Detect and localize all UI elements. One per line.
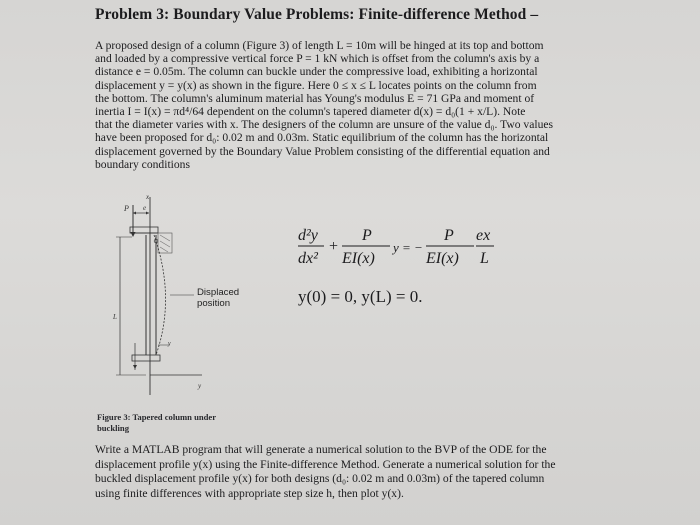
- description-line: the bottom. The column's aluminum material has Young's modulus E = 71 GPa and moment of: [95, 91, 535, 105]
- task-line: buckled displacement profile y(x) for both designs (d₀: 0.02 m and 0.03m) of the tapered column: [95, 472, 545, 486]
- e-label: e: [143, 204, 147, 212]
- eq-numerator-d2y: d²y: [298, 227, 318, 244]
- problem-title: Problem 3: Boundary Value Problems: Finite-difference Method –: [95, 6, 539, 23]
- y-axis-label: y: [198, 382, 202, 390]
- description-line: displacement governed by the Boundary Value Problem consisting of the differential equation and: [95, 144, 550, 158]
- caption-line: buckling: [97, 422, 130, 433]
- length-label: L: [113, 313, 117, 321]
- eq-y-equals: y = −: [393, 240, 423, 255]
- task-line: using finite differences with appropriate step size h, then plot y(x).: [95, 486, 404, 500]
- differential-equation: [296, 222, 496, 272]
- description-line: displacement y = y(x) as shown in the figure. Here 0 ≤ x ≤ L locates points on the column from: [95, 78, 537, 92]
- task-line: Write a MATLAB program that will generate a numerical solution to the BVP of the ODE for the: [95, 443, 547, 456]
- displaced-label-line: position: [197, 298, 231, 309]
- eq-plus: +: [329, 238, 339, 255]
- eq-denominator-dx2: dx²: [298, 250, 318, 267]
- description-line: that the diameter varies with x. The designers of the column are unsure of the value d₀. Two values: [95, 118, 554, 132]
- eq-eix2-denominator: EI(x): [426, 250, 459, 267]
- task-description: [95, 443, 605, 501]
- svg-text:y: y: [168, 341, 171, 347]
- task-line: displacement profile y(x) using the Finite-difference Method. Generate a numerical solution for the: [95, 457, 556, 471]
- bottom-cap: [132, 355, 160, 361]
- problem-description: [95, 39, 601, 171]
- description-line: boundary conditions: [95, 157, 190, 171]
- displaced-position-label: [197, 287, 239, 309]
- p-label: P: [124, 204, 129, 213]
- displaced-label-line: Displaced: [197, 287, 240, 298]
- boundary-conditions: y(0) = 0, y(L) = 0.: [298, 287, 423, 306]
- description-line: distance e = 0.05m. The column can buckle under the compressive load, exhibiting a horizontal: [95, 65, 538, 79]
- eq-p2-numerator: P: [444, 227, 454, 244]
- eq-p-numerator: P: [362, 227, 372, 244]
- description-line: have been proposed for d₀: 0.02 m and 0.03m. Static equilibrium of the column has the horizontal: [95, 131, 549, 145]
- caption-line: Figure 3: Tapered column under: [97, 412, 217, 422]
- eq-l-denominator: L: [480, 250, 489, 267]
- eq-ex-numerator: ex: [476, 227, 491, 244]
- description-line: inertia I = I(x) = πd⁴/64 dependent on the column's tapered diameter d(x) = d₀(1 + x/L). Note: [95, 105, 526, 119]
- description-line: and loaded by a compressive vertical force P = 1 kN which is offset from the column's axis by a: [95, 52, 540, 66]
- eq-eix-denominator: EI(x): [342, 250, 375, 267]
- x-axis-label: x: [146, 195, 150, 201]
- figure-caption: [97, 412, 257, 433]
- description-line: A proposed design of a column (Figure 3) of length L = 10m will be hinged at its top and bottom: [95, 39, 544, 52]
